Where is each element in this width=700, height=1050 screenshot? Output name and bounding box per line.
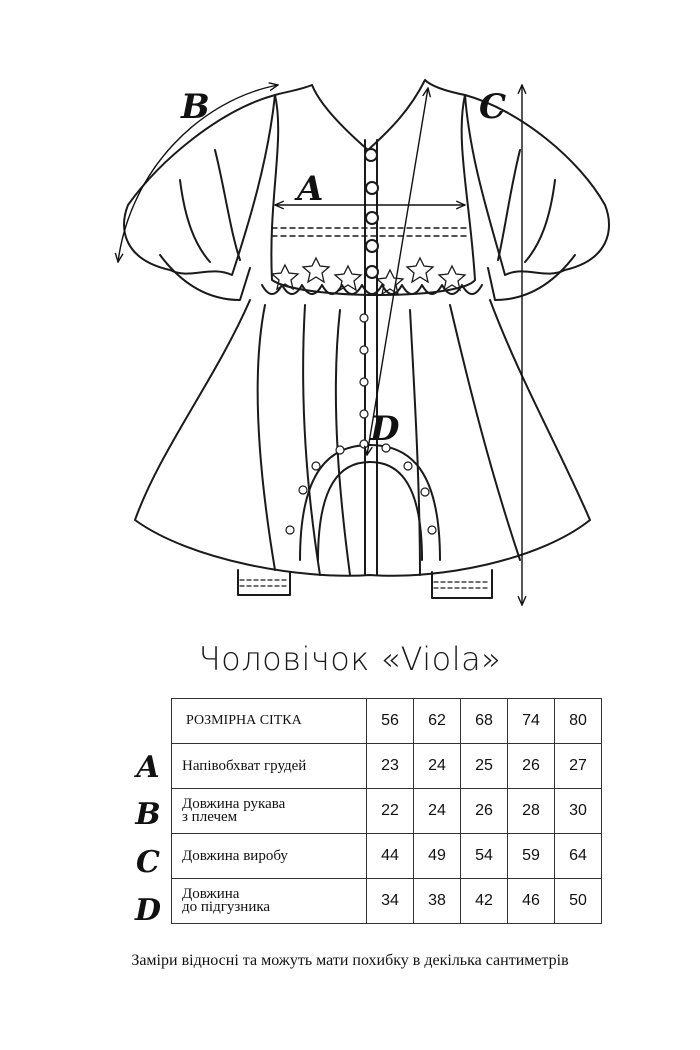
table-cell: 49 xyxy=(414,834,461,879)
right-leg xyxy=(432,570,492,598)
size-grid-header: РОЗМІРНА СІТКА xyxy=(172,699,367,744)
table-cell: 46 xyxy=(508,879,555,924)
product-title: Чоловічок «Viola» xyxy=(198,640,502,678)
row-letter-b: B xyxy=(135,797,161,832)
row-label-line: до підгузника xyxy=(182,899,271,915)
table-cell: 23 xyxy=(367,744,414,789)
diaper-panel-inner xyxy=(318,462,422,560)
size-column-header: 80 xyxy=(555,699,602,744)
row-letter-c: C xyxy=(136,845,160,880)
row-label xyxy=(172,879,367,924)
size-table xyxy=(171,698,602,924)
table-cell: 59 xyxy=(508,834,555,879)
right-leg-stitch xyxy=(434,582,490,588)
row-label xyxy=(172,744,367,789)
label-c: C xyxy=(479,87,507,127)
table-row xyxy=(172,879,602,924)
row-label-line: з плечем xyxy=(182,809,238,825)
table-header-row xyxy=(172,699,602,744)
row-letter-d: D xyxy=(134,893,161,928)
right-sleeve-folds xyxy=(498,150,555,262)
footnote: Заміри відносні та можуть мати похибку в декілька сантиметрів xyxy=(131,952,569,969)
table-cell: 50 xyxy=(555,879,602,924)
table-cell: 26 xyxy=(461,789,508,834)
label-b: B xyxy=(181,87,210,127)
left-leg xyxy=(238,570,290,595)
waist-stitch xyxy=(272,228,470,236)
table-cell: 42 xyxy=(461,879,508,924)
table-row xyxy=(172,834,602,879)
table-cell: 30 xyxy=(555,789,602,834)
table-cell: 26 xyxy=(508,744,555,789)
table-cell: 64 xyxy=(555,834,602,879)
left-leg-stitch xyxy=(240,580,288,586)
row-label-line: Напівобхват грудей xyxy=(182,757,307,774)
table-cell: 24 xyxy=(414,789,461,834)
table-cell: 24 xyxy=(414,744,461,789)
table-row xyxy=(172,789,602,834)
table-cell: 22 xyxy=(367,789,414,834)
size-column-header: 74 xyxy=(508,699,555,744)
table-cell: 27 xyxy=(555,744,602,789)
row-label xyxy=(172,789,367,834)
table-cell: 28 xyxy=(508,789,555,834)
table-row xyxy=(172,744,602,789)
left-sleeve-folds xyxy=(180,150,240,262)
table-cell: 54 xyxy=(461,834,508,879)
table-cell: 34 xyxy=(367,879,414,924)
table-cell: 38 xyxy=(414,879,461,924)
row-label xyxy=(172,834,367,879)
row-label-line: Довжина виробу xyxy=(182,847,288,864)
label-a: A xyxy=(297,169,324,209)
size-column-header: 56 xyxy=(367,699,414,744)
row-label-line: Довжина xyxy=(182,886,240,902)
table-cell: 25 xyxy=(461,744,508,789)
size-column-header: 62 xyxy=(414,699,461,744)
table-cell: 44 xyxy=(367,834,414,879)
label-d: D xyxy=(370,409,400,449)
size-column-header: 68 xyxy=(461,699,508,744)
row-letter-a: A xyxy=(136,750,160,785)
row-label-line: Довжина рукава xyxy=(182,796,286,812)
